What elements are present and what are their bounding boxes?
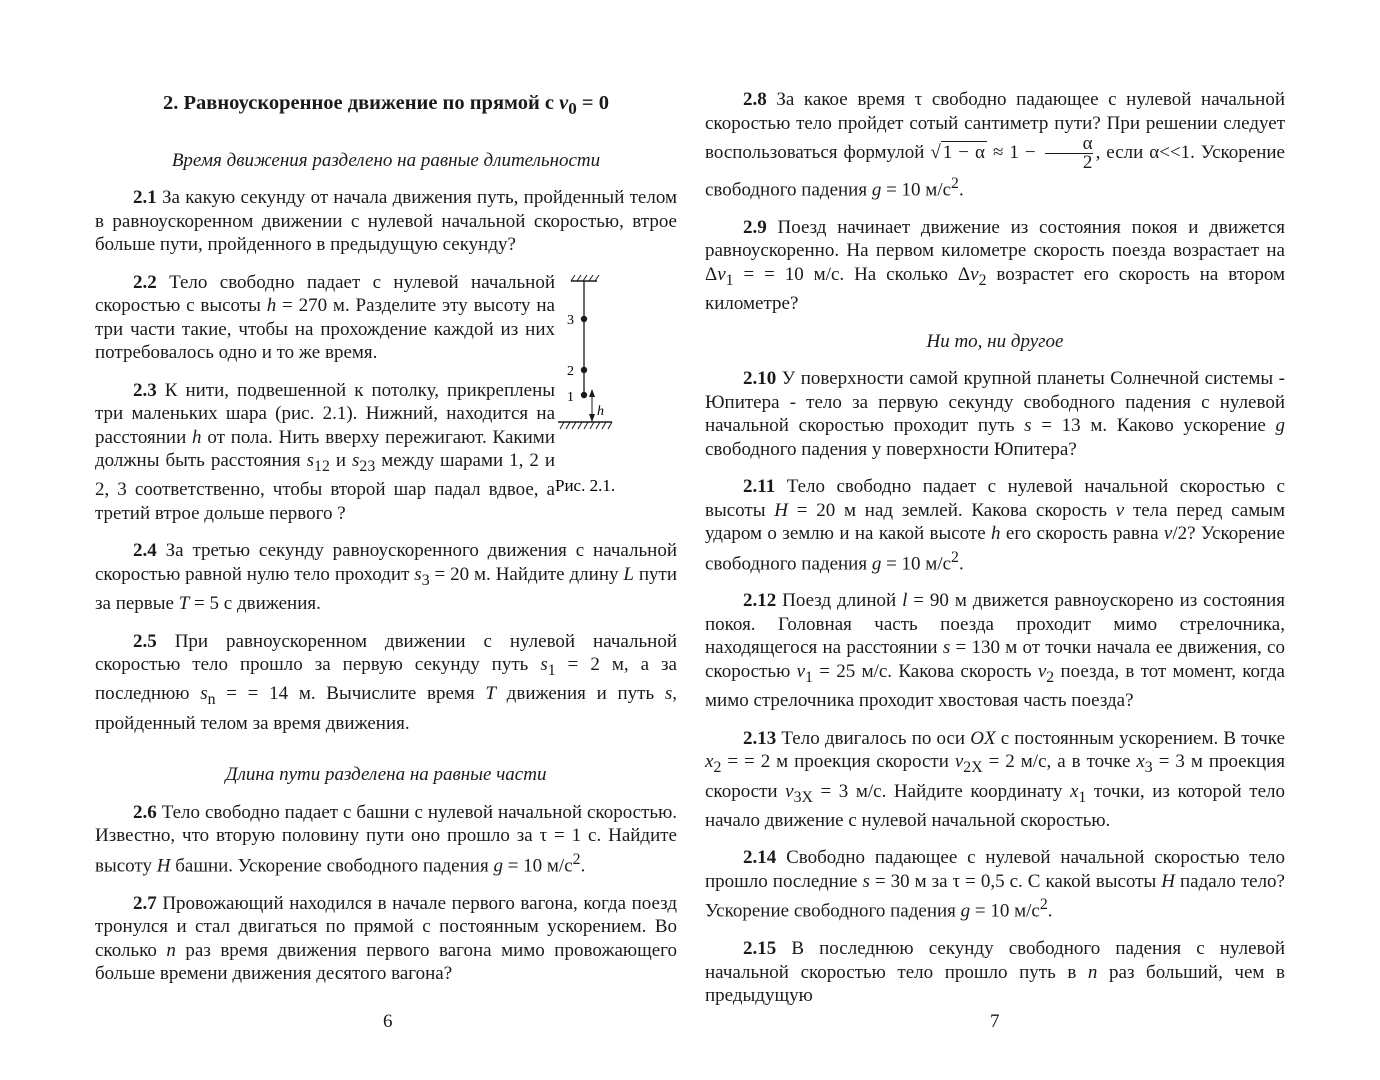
- ball-2: [581, 366, 587, 372]
- problem-2-10: 2.10 У поверхности самой крупной планеты Солнечной системы - Юпитера - тело за первую секунду свободного падения с нулевой начальной скоростью проходит путь s = 13 м. Каково ускорение g свободного падения у поверхности Юпитера?: [705, 368, 1286, 460]
- problem-2-5: 2.5 При равноускоренном движении с нулевой начальной скоростью тело прошло за первую секунду путь $s_1 = 2$ м, а за последнюю $s_n$ = = 14 м. Вычислите время T движения и путь s, пройденный телом за время движения.: [95, 630, 678, 734]
- label-2: 2: [567, 363, 574, 379]
- page-number-left: 6: [383, 1011, 393, 1032]
- h-arrow-up: [589, 389, 595, 397]
- subheading-neither: Ни то, ни другое: [926, 330, 1064, 352]
- problem-2-13: 2.13 Тело двигалось по оси OX с постоянным ускорением. В точке $x_2$ = = 2 м проекция скорости $v_{2X} = 2$ м/с, а в точке $x_3 = 3$ м проекция скорости $v_{3X} = 3$ м/с. Найдите координату $x_1$ точки, из которой тело начало движение с нулевой начальной скоростью.: [705, 727, 1286, 831]
- problem-2-9: 2.9 Поезд начинает движение из состояния покоя и движется равноускоренно. На первом километре скорость поезда возрастает на $\Delta v_1$ = = 10 м/с. На сколько $\Delta v_2$ возрастет его скорость на втором километре?: [705, 216, 1286, 315]
- problem-2-1: 2.1 За какую секунду от начала движения путь, пройденный телом в равноускоренном движении с нулевой начальной скоростью, втрое больше пути, пройденного в предыдущую секунду?: [95, 187, 677, 256]
- left-page: [95, 88, 677, 986]
- figure-2-1: [555, 271, 675, 511]
- problem-2-4: 2.4 За третью секунду равноускоренного движения с начальной скоростью равной нулю тело проходит $s_3 = 20$ м. Найдите длину L пути за первые T = 5 с движения.: [95, 540, 678, 615]
- ceiling-hatch: [571, 275, 599, 281]
- floor-hatch: [560, 422, 612, 429]
- problem-2-2: 2.2 Тело свободно падает с нулевой начальной скоростью с высоты h = 270 м. Разделите эту высоту на три части такие, чтобы на прохождение каждой из них потребовалось одно и то же время.: [95, 271, 555, 364]
- section-title: 2. Равноускоренное движение по прямой с $v_0 = 0$: [163, 92, 609, 119]
- problem-2-11: 2.11 Тело свободно падает с нулевой начальной скоростью с высоты H = 20 м над землей. Какова скорость v тела перед самым ударом о землю и на какой высоте h его скорость равна v/2? Ускорение свободного падения g = 10 $м/с^2$.: [705, 476, 1286, 574]
- subheading-equal-parts: Длина пути разделена на равные части: [225, 764, 547, 786]
- ball-3: [581, 315, 587, 321]
- problem-2-12: 2.12 Поезд длиной l = 90 м движется равноускорено из состояния покоя. Головная часть поезда проходит мимо стрелочника, находящегося на расстоянии s = 130 м от точки начала ее движения, со скоростью $v_1 = 25$ м/с. Какова скорость $v_2$ поезда, в тот момент, когда мимо стрелочника проходит хвостовая часть поезда?: [705, 590, 1286, 712]
- right-page: [705, 88, 1285, 1008]
- problem-2-3: 2.3 К нити, подвешенной к потолку, прикреплены три маленьких шара (рис. 2.1). Нижний, находится на расстоянии h от пола. Нить вверху пережигают. Какими должны быть расстояния $s_{12}$ и $s_{23}$ между шарами 1, 2 и 2, 3 соответственно, чтобы второй шар падал вдвое, а третий втрое дольше первого ?: [95, 379, 556, 524]
- figure-text-column: [95, 271, 555, 526]
- figure-caption: Рис. 2.1.: [555, 475, 616, 495]
- problem-2-7: 2.7 Провожающий находился в начале первого вагона, когда поезд тронулся и стал двигаться по прямой с постоянным ускорением. Во сколько n раз время движения первого вагона мимо провожающего больше времени движения десятого вагона?: [95, 892, 677, 985]
- ball-1: [581, 391, 587, 397]
- label-3: 3: [567, 312, 574, 328]
- subheading-equal-durations: Время движения разделено на равные длительности: [171, 149, 601, 171]
- label-h: h: [597, 403, 604, 419]
- page-number-right: 7: [990, 1011, 1000, 1032]
- alpha-over-2-fraction: $\frac{\alpha}{2}$: [1045, 135, 1093, 172]
- label-1: 1: [567, 389, 574, 405]
- problem-2-14: 2.14 Свободно падающее с нулевой начальной скоростью тело прошло последние s = 30 м за τ = 0,5 с. С какой высоты H падало тело? Ускорение свободного падения g = 10 $м/с^2$.: [705, 847, 1286, 922]
- problem-2-8: 2.8 За какое время τ свободно падающее с нулевой начальной скоростью тело пройдет сотый сантиметр пути? При решении следует воспользоваться формулой √ 1 − α ≈ 1 − $\frac{\alpha}{2}$ , если α<<1. Ускорение свободного падения g = 10 $м/с^2$.: [705, 89, 1286, 201]
- problems-with-figure: [95, 271, 677, 526]
- problem-2-15: 2.15 В последнюю секунду свободного падения с нулевой начальной скоростью тело прошло путь в n раз больший, чем в предыдущую: [705, 938, 1286, 1007]
- h-arrow-down: [589, 414, 595, 422]
- problem-2-6: 2.6 Тело свободно падает с башни с нулевой начальной скоростью. Известно, что вторую половину пути оно прошло за τ = 1 с. Найдите высоту H башни. Ускорение свободного падения g = 10 $м/с^2$.: [95, 801, 678, 877]
